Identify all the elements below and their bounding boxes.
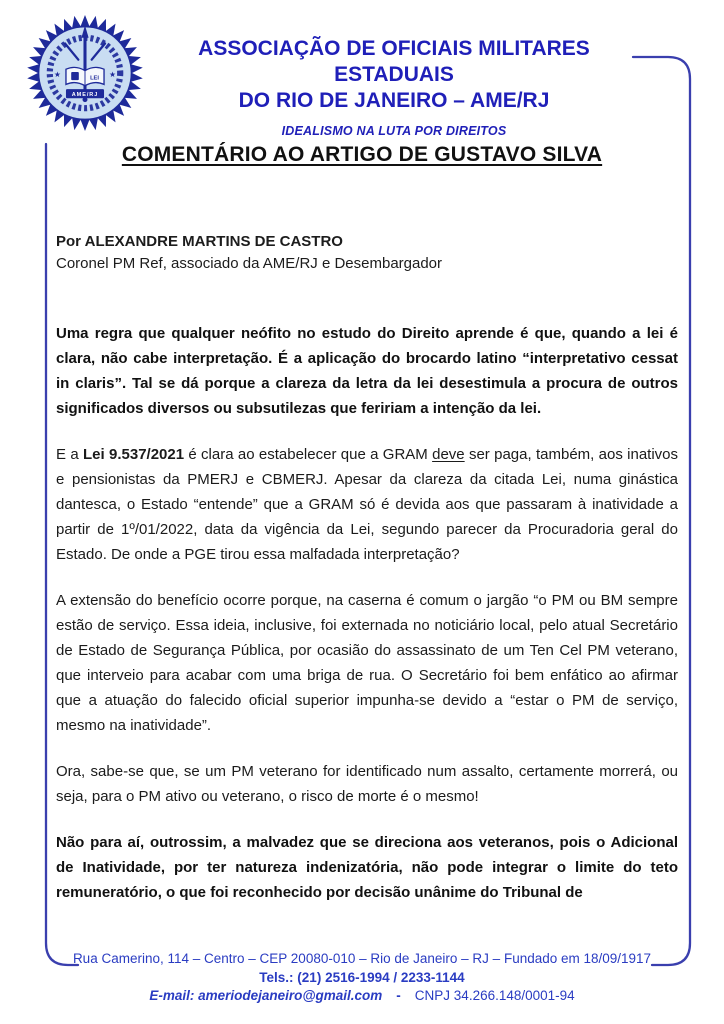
logo-banner-text: AME/RJ: [71, 92, 99, 99]
paragraph-segment: Uma regra que qualquer neófito no estudo do Direito aprende é que, quando a lei é clara, não cabe interpretação. É a aplicação do brocardo latino “interpretativo cessat in claris”. Tal se dá porque a clareza da letra da lei desestimula a procura de outros significados diversos ou subsutilezas que feririam a intenção da lei.: [56, 325, 678, 417]
byline-role: Coronel PM Ref, associado da AME/RJ e Desembargador: [56, 255, 443, 272]
footer-separator: -: [396, 988, 401, 1003]
page-footer: [0, 950, 724, 1006]
paragraph-segment: Não para aí, outrossim, a malvadez que se direciona aos veteranos, pois o Adicional de Inatividade, por ter natureza indenizatória, não pode integrar o limite do teto remuneratório, o que foi reconhecido por decisão unânime do Tribunal de: [56, 834, 678, 901]
paragraph-segment: E a: [56, 446, 83, 463]
logo-star-right-icon: ★: [109, 69, 117, 79]
paragraph: [56, 759, 678, 809]
logo-star-left-icon: ★: [53, 69, 61, 79]
paragraph-segment: é clara ao estabelecer que a GRAM: [184, 446, 433, 463]
paragraph: [56, 321, 678, 421]
paragraph-segment: ser paga, também, aos inativos e pensionistas da PMERJ e CBMERJ. Apesar da clareza da citada Lei, numa ginástica dantesca, o Estado “entende” que a GRAM só é devida aos que passaram à inatividade a partir de 1º/01/2022, data da vigência da Lei, segundo parecer da Procuradoria geral do Estado. De onde a PGE tirou essa malfadada interpretação?: [56, 446, 679, 563]
org-motto: IDEALISMO NA LUTA POR DIREITOS: [281, 124, 507, 138]
byline: [56, 231, 668, 275]
paragraph-segment: A extensão do benefício ocorre porque, na caserna é comum o jargão “o PM ou BM sempre estão de serviço. Essa ideia, inclusive, foi externada no noticiário local, pelo atual Secretário de Estado de Segurança Pública, por ocasião do assassinato de um Ten Cel PM veterano, que interveio para acabar com uma briga de rua. O Secretário foi bem enfático ao afirmar que a atuação do falecido oficial superior impunha-se devido a “estar o PM de serviço, mesmo na inatividade”.: [56, 592, 678, 734]
byline-author: Por ALEXANDRE MARTINS DE CASTRO: [56, 233, 343, 250]
footer-cnpj: CNPJ 34.266.148/0001-94: [414, 988, 575, 1003]
logo-banner: [66, 89, 104, 98]
paragraph: [56, 442, 678, 567]
footer-phones: Tels.: (21) 2516-1994 / 2233-1144: [259, 969, 465, 985]
footer-contact-line: [0, 987, 724, 1006]
ame-rj-logo: [26, 11, 144, 135]
logo-law-book-icon: [66, 67, 104, 85]
article-title: COMENTÁRIO AO ARTIGO DE GUSTAVO SILVA: [121, 143, 603, 166]
article-title-wrap: [56, 143, 668, 167]
logo-book-text: LEI: [90, 75, 99, 82]
paragraph-segment: Lei 9.537/2021: [83, 446, 185, 463]
article-body: [56, 321, 678, 926]
org-name-line1: ASSOCIAÇÃO DE OFICIAIS MILITARES ESTADUAIS: [198, 37, 590, 86]
paragraph-segment: deve: [432, 446, 465, 463]
paragraph: [56, 830, 678, 905]
paragraph-segment: Ora, sabe-se que, se um PM veterano for identificado num assalto, certamente morrerá, ou seja, para o PM ativo ou veterano, o risco de morte é o mesmo!: [56, 763, 678, 805]
footer-email: E-mail: ameriodejaneiro@gmail.com: [149, 988, 383, 1003]
footer-address: Rua Camerino, 114 – Centro – CEP 20080-010 – Rio de Janeiro – RJ – Fundado em 18/09/1917: [72, 951, 652, 966]
letterhead: [148, 36, 640, 138]
org-name-line2: DO RIO DE JANEIRO – AME/RJ: [238, 89, 550, 112]
paragraph: [56, 588, 678, 738]
